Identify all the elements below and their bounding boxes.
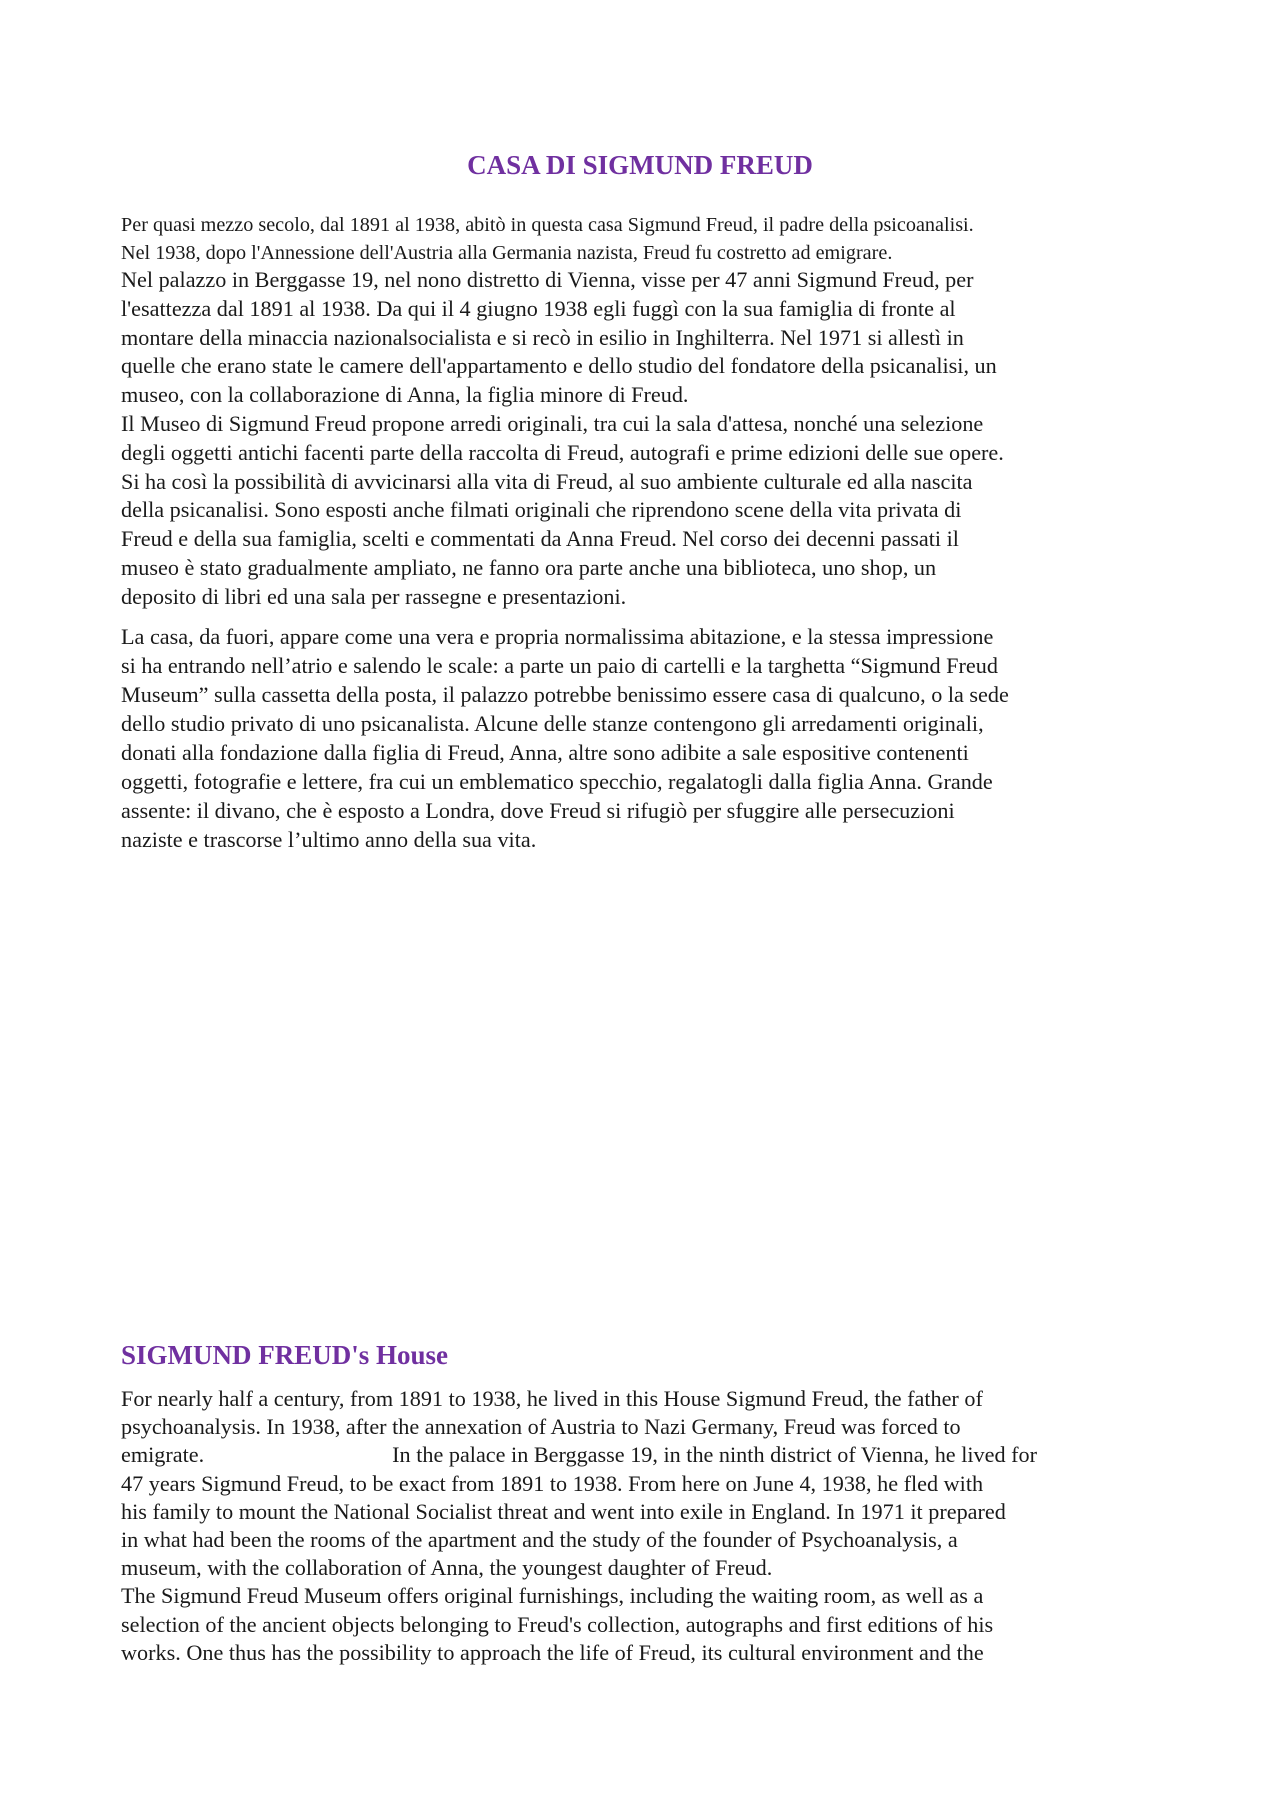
- italian-intro-paragraph: [121, 212, 1166, 267]
- text-line: museo è stato gradualmente ampliato, ne fanno ora parte anche una biblioteca, uno shop, un: [121, 554, 937, 580]
- english-title: SIGMUND FREUD's House: [121, 1340, 449, 1370]
- text-line: deposito di libri ed una sala per rassegne e presentazioni.: [121, 583, 627, 609]
- english-body-paragraph: [121, 1385, 1166, 1667]
- text-line: Freud e della sua famiglia, scelti e commentati da Anna Freud. Nel corso dei decenni passati il: [121, 526, 959, 552]
- text-line: La casa, da fuori, appare come una vera e propria normalissima abitazione, e la stessa impressione: [121, 624, 994, 649]
- text-line: naziste e trascorse l’ultimo anno della sua vita.: [121, 827, 537, 852]
- italian-house-paragraph: [121, 622, 1166, 854]
- text-line: Nel palazzo in Berggasse 19, nel nono distretto di Vienna, visse per 47 anni Sigmund Freud, per: [121, 267, 974, 292]
- text-line: his family to mount the National Socialist threat and went into exile in England. In 1971 it prepared: [121, 1498, 1006, 1524]
- text-line: Il Museo di Sigmund Freud propone arredi originali, tra cui la sala d'attesa, nonché una selezione: [121, 410, 984, 436]
- text-line: oggetti, fotografie e lettere, fra cui un emblematico specchio, regalatogli dalla figlia Anna. Grande: [121, 769, 993, 794]
- text-line: museo, con la collaborazione di Anna, la figlia minore di Freud.: [121, 382, 689, 408]
- text-line: Si ha così la possibilità di avvicinarsi alla vita di Freud, al suo ambiente culturale ed alla nascita: [121, 468, 973, 494]
- text-line-split: [121, 1441, 1166, 1469]
- text-line: dello studio privato di uno psicanalista. Alcune delle stanze contengono gli arredamenti originali,: [121, 711, 984, 736]
- text-line: assente: il divano, che è esposto a Londra, dove Freud si rifugiò per sfuggire alle persecuzioni: [121, 798, 955, 823]
- text-line: degli oggetti antichi facenti parte della raccolta di Freud, autografi e prime edizioni delle sue opere.: [121, 439, 1004, 465]
- italian-body-paragraph: [121, 266, 1166, 612]
- text-fragment: In the palace in Berggasse 19, in the ninth district of Vienna, he lived for: [392, 1442, 1037, 1468]
- text-line: si ha entrando nell’atrio e salendo le scale: a parte un paio di cartelli e la targhetta “Sigmund Freud: [121, 653, 998, 678]
- text-line: For nearly half a century, from 1891 to 1938, he lived in this House Sigmund Freud, the father of: [121, 1386, 983, 1411]
- text-line: della psicanalisi. Sono esposti anche filmati originali che riprendono scene della vita privata di: [121, 497, 962, 523]
- text-line: Museum” sulla cassetta della posta, il palazzo potrebbe benissimo essere casa di qualcuno, o la sede: [121, 682, 1009, 707]
- text-line: works. One thus has the possibility to approach the life of Freud, its cultural environment and the: [121, 1639, 984, 1665]
- text-line: 47 years Sigmund Freud, to be exact from 1891 to 1938. From here on June 4, 1938, he fled with: [121, 1470, 984, 1496]
- italian-title: CASA DI SIGMUND FREUD: [467, 150, 813, 180]
- text-line: montare della minaccia nazionalsocialista e si recò in esilio in Inghilterra. Nel 1971 si allestì in: [121, 324, 964, 350]
- text-line: l'esattezza dal 1891 al 1938. Da qui il 4 giugno 1938 egli fuggì con la sua famiglia di fronte al: [121, 295, 956, 321]
- text-line: The Sigmund Freud Museum offers original furnishings, including the waiting room, as well as a: [121, 1583, 984, 1609]
- text-line: Nel 1938, dopo l'Annessione dell'Austria alla Germania nazista, Freud fu costretto ad emigrare.: [121, 241, 893, 264]
- text-line: quelle che erano state le camere dell'appartamento e dello studio del fondatore della psicanalisi, un: [121, 353, 997, 379]
- text-line: donati alla fondazione dalla figlia di Freud, Anna, altre sono adibite a sale espositive contenenti: [121, 740, 969, 765]
- text-fragment: emigrate.: [121, 1442, 205, 1468]
- text-line: in what had been the rooms of the apartment and the study of the founder of Psychoanalysis, a: [121, 1527, 958, 1553]
- text-line: selection of the ancient objects belonging to Freud's collection, autographs and first editions of his: [121, 1611, 994, 1637]
- text-line: museum, with the collaboration of Anna, the youngest daughter of Freud.: [121, 1555, 773, 1581]
- text-line: Per quasi mezzo secolo, dal 1891 al 1938, abitò in questa casa Sigmund Freud, il padre della psicoanalisi.: [121, 214, 974, 236]
- text-line: psychoanalysis. In 1938, after the annexation of Austria to Nazi Germany, Freud was forced to: [121, 1414, 961, 1440]
